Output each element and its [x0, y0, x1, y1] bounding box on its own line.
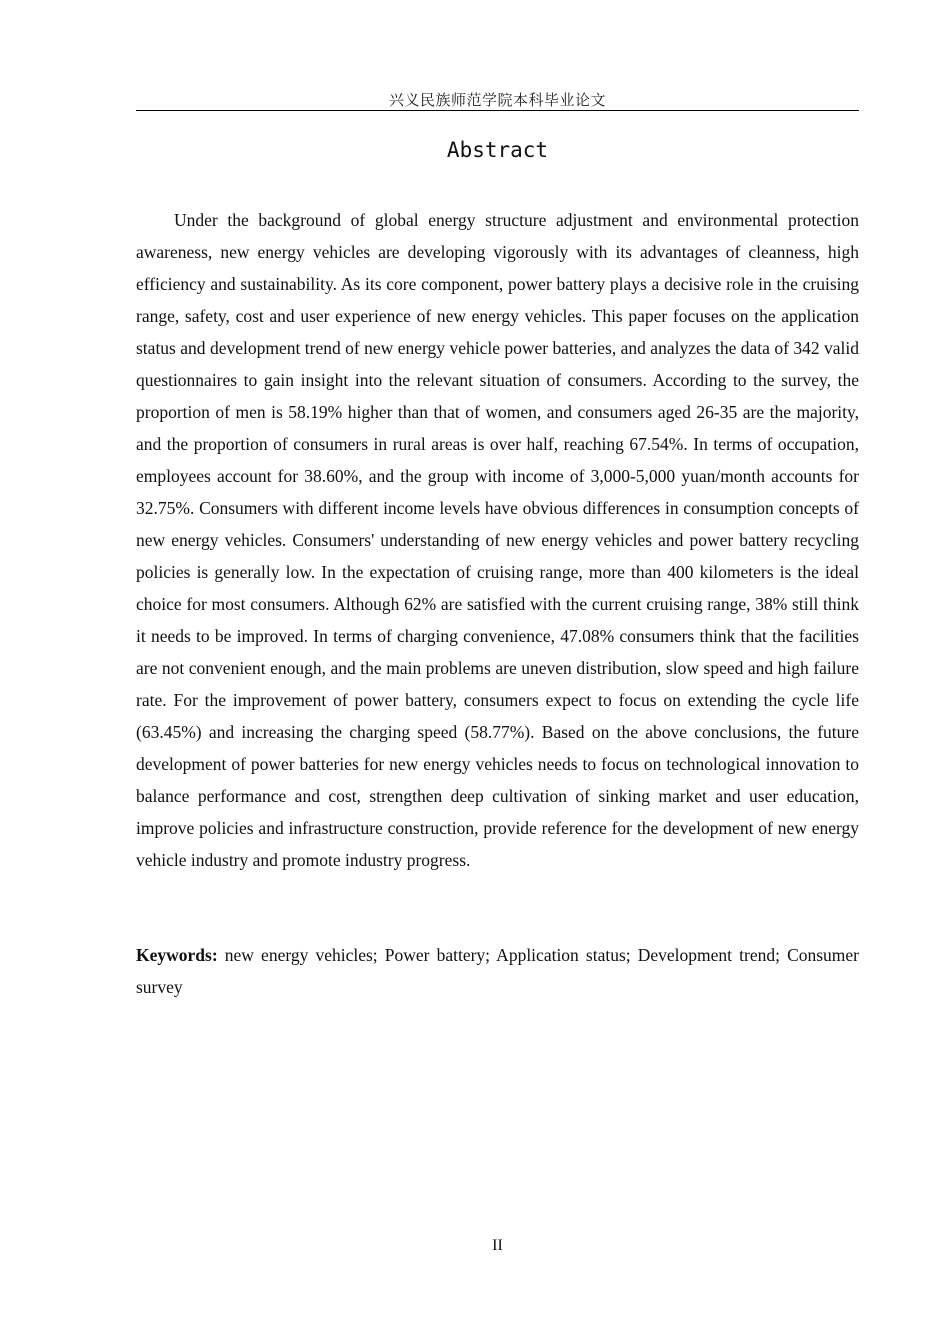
page-number: II: [492, 1237, 503, 1254]
keywords-label: Keywords:: [136, 945, 218, 965]
running-header: 兴义民族师范学院本科毕业论文: [388, 91, 606, 109]
keywords-line: [136, 939, 859, 1003]
abstract-paragraph: Under the background of global energy structure adjustment and environmental protection awareness, new energy vehicles are developing vigorously with its advantages of cleanness, high efficiency and sustainability. As its core component, power battery plays a decisive role in the cruising range, safety, cost and user experience of new energy vehicles. This paper focuses on the application status and development trend of new energy vehicle power batteries, and analyzes the data of 342 valid questionnaires to gain insight into the relevant situation of consumers. According to the survey, the proportion of men is 58.19% higher than that of women, and consumers aged 26-35 are the majority, and the proportion of consumers in rural areas is over half, reaching 67.54%. In terms of occupation, employees account for 38.60%, and the group with income of 3,000-5,000 yuan/month accounts for 32.75%. Consumers with different income levels have obvious differences in consumption concepts of new energy vehicles. Consumers' understanding of new energy vehicles and power battery recycling policies is generally low. In the expectation of cruising range, more than 400 kilometers is the ideal choice for most consumers. Although 62% are satisfied with the current cruising range, 38% still think it needs to be improved. In terms of charging convenience, 47.08% consumers think that the facilities are not convenient enough, and the main problems are uneven distribution, slow speed and high failure rate. For the improvement of power battery, consumers expect to focus on extending the cycle life (63.45%) and increasing the charging speed (58.77%). Based on the above conclusions, the future development of power batteries for new energy vehicles needs to focus on technological innovation to balance performance and cost, strengthen deep cultivation of sinking market and user education, improve policies and infrastructure construction, provide reference for the development of new energy vehicle industry and promote industry progress.: [136, 210, 859, 870]
keywords-text: new energy vehicles; Power battery; Application status; Development trend; Consumer survey: [136, 945, 860, 997]
header-divider: [136, 110, 859, 111]
page-title: Abstract: [446, 138, 549, 162]
